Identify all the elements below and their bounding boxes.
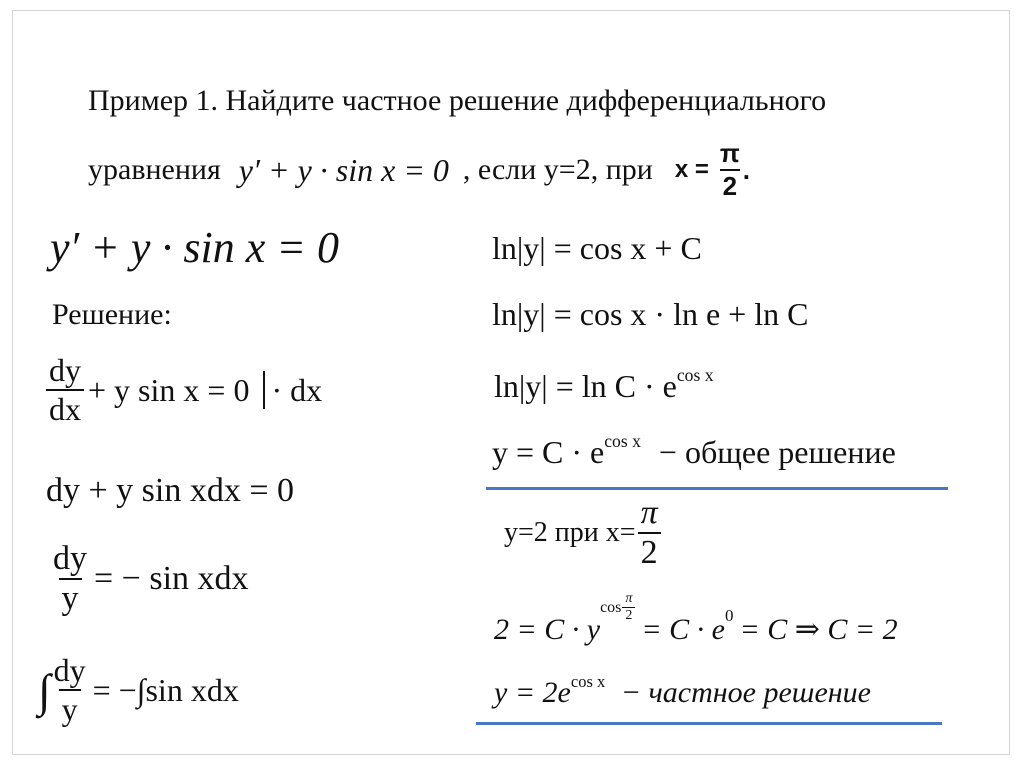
step-4 [38, 652, 239, 728]
step-1-num: dy [49, 352, 81, 388]
initial-condition-text: у=2 при х= [504, 517, 636, 548]
step-1-rest: + y sin x = 0 [88, 371, 250, 408]
step-3-den: y [59, 578, 82, 618]
constant-line-a: 2 = C · y [494, 612, 601, 646]
task-condition: , если у=2, при [462, 153, 653, 186]
task-word-equation: уравнения [88, 153, 221, 186]
constant-line-sup-pi: π [625, 591, 633, 606]
right-line-3 [494, 365, 714, 405]
step-4-fraction [51, 652, 89, 728]
general-solution-main: y = C · e [492, 434, 605, 470]
step-1-den: dx [46, 389, 84, 428]
particular-solution-sup: cos x [570, 672, 606, 692]
task-x-equals: x = [674, 156, 709, 183]
right-line-3-main: ln|y| = ln C · e [494, 368, 677, 404]
general-solution-sup: cos x [604, 431, 641, 452]
task-pi: π [719, 138, 740, 168]
task-line-2 [88, 140, 750, 200]
task-equation: y′ + y · sin x = 0 [238, 151, 449, 188]
step-3 [50, 540, 249, 618]
initial-condition-fraction [638, 494, 661, 572]
right-line-1: ln|y| = cos x + C [492, 230, 702, 266]
task-line-1: Пример 1. Найдите частное решение дифференциального [88, 84, 827, 117]
initial-condition [504, 494, 661, 572]
constant-line-sup-two: 2 [622, 607, 635, 624]
general-solution [492, 431, 896, 471]
divider-bottom [476, 722, 942, 725]
step-4-integral: ∫ [38, 664, 51, 716]
step-3-rest: = − sin xdx [94, 560, 249, 597]
constant-line-sup-frac [622, 591, 635, 624]
general-solution-tail: − общее решение [658, 434, 896, 470]
divider-top [486, 487, 948, 490]
step-1-bar [263, 371, 265, 409]
task-pi-over-2 [717, 138, 743, 202]
step-4-rest: = −∫sin xdx [92, 671, 239, 708]
step-1-fraction [46, 352, 84, 428]
initial-condition-two: 2 [638, 532, 661, 572]
step-1 [46, 352, 322, 428]
equation-main: y′ + y · sin x = 0 [50, 223, 339, 272]
step-1-mult: · dx [271, 371, 323, 408]
solution-label: Решение: [52, 298, 172, 331]
constant-line-sup0: 0 [725, 605, 734, 625]
constant-line-sup-cos: cos [600, 598, 622, 616]
constant-line-b: = C · e [641, 612, 725, 646]
task-dot: . [742, 154, 751, 185]
constant-line [494, 591, 898, 647]
constant-line-sup [600, 591, 635, 624]
constant-line-c: = C ⇒ C = 2 [739, 613, 898, 646]
step-4-num: dy [53, 652, 86, 688]
particular-solution [494, 672, 871, 710]
step-3-num: dy [53, 540, 87, 577]
task-two: 2 [720, 169, 740, 202]
step-2: dy + y sin xdx = 0 [46, 472, 295, 509]
initial-condition-pi: π [640, 494, 658, 531]
step-3-fraction [50, 540, 90, 618]
right-line-2: ln|y| = cos x · ln e + ln C [492, 296, 809, 332]
step-4-den: y [59, 689, 81, 728]
particular-solution-tail: − частное решение [620, 676, 871, 709]
right-line-3-sup: cos x [676, 365, 714, 386]
particular-solution-main: y = 2e [494, 676, 571, 709]
